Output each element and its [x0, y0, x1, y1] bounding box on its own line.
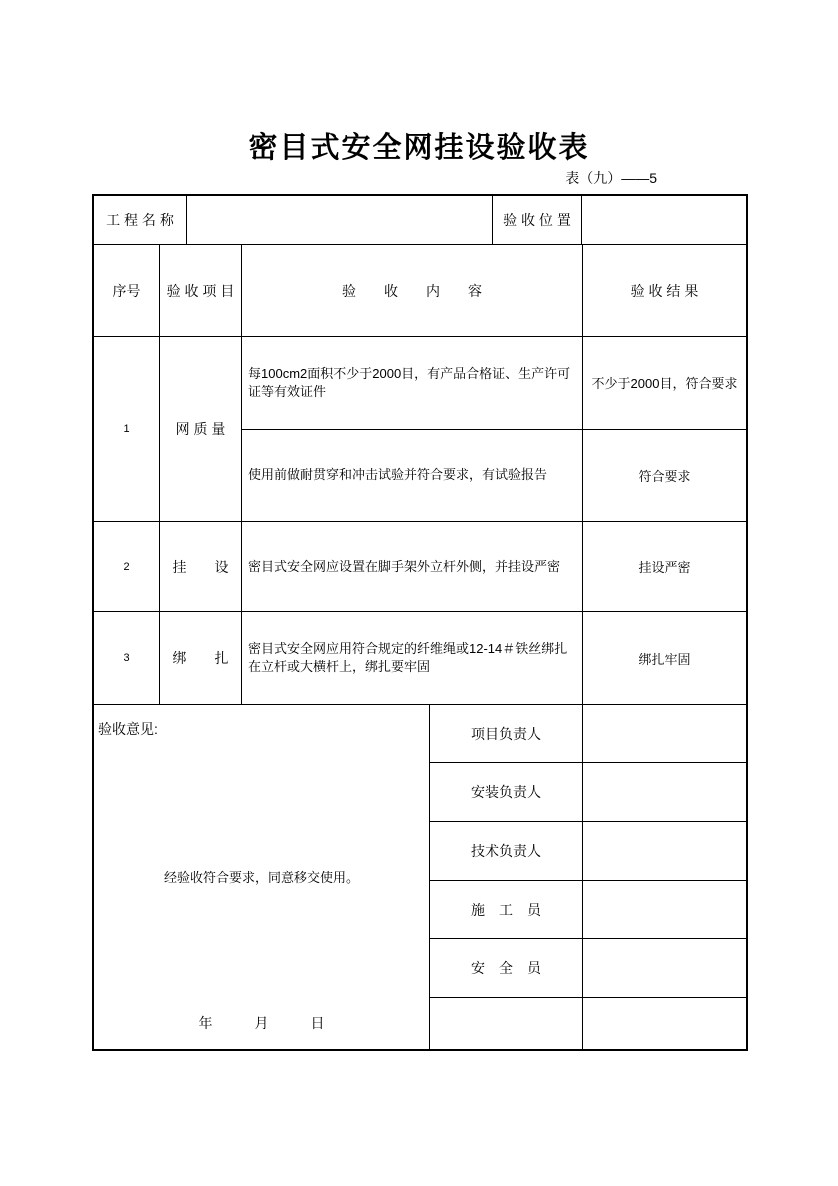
content-cell: 使用前做耐贯穿和冲击试验并符合要求，有试验报告 — [242, 430, 583, 522]
result-cell: 不少于2000目，符合要求 — [591, 376, 738, 392]
content-cell: 每100cm2面积不少于2000目，有产品合格证、生产许可证等有效证件 — [242, 337, 583, 429]
col-header-content: 验 收 内 容 — [242, 245, 583, 336]
signature-field[interactable] — [583, 763, 746, 821]
footer-section — [94, 705, 746, 1049]
signature-field[interactable] — [583, 881, 746, 938]
table-row-hanging — [94, 522, 746, 612]
signer-label: 项目负责人 — [430, 705, 583, 762]
signer-row-empty — [430, 998, 746, 1049]
location-label: 验 收 位 置 — [493, 196, 582, 244]
signer-label: 技术负责人 — [430, 822, 583, 880]
signer-row-safety-officer — [430, 939, 746, 998]
signer-row-construction-worker — [430, 881, 746, 939]
subrow-2 — [242, 430, 746, 522]
acceptance-table — [92, 194, 748, 1051]
signer-label — [430, 998, 583, 1049]
result-cell: 挂设严密 — [638, 560, 691, 575]
col-header-seq: 序号 — [94, 245, 160, 336]
col-header-item: 验 收 项 目 — [160, 245, 242, 336]
content-cell: 密目式安全网应用符合规定的纤维绳或12-14＃铁丝绑扎在立杆或大横杆上，绑扎要牢固 — [242, 612, 583, 704]
signer-row-installation-manager — [430, 763, 746, 822]
opinion-cell — [94, 705, 430, 1049]
table-row-binding — [94, 612, 746, 705]
project-info-row — [94, 196, 746, 245]
signer-label: 安装负责人 — [430, 763, 583, 821]
result-cell: 符合要求 — [638, 468, 691, 484]
col-header-result: 验 收 结 果 — [630, 282, 699, 299]
item-cell: 挂 设 — [160, 522, 242, 611]
signer-row-project-manager — [430, 705, 746, 763]
opinion-text: 经验收符合要求，同意移交使用。 — [163, 869, 359, 885]
content-cell: 密目式安全网应设置在脚手架外立杆外侧，并挂设严密 — [242, 522, 583, 611]
signature-field[interactable] — [583, 939, 746, 997]
location-value[interactable] — [582, 196, 746, 244]
project-name-value[interactable] — [187, 196, 493, 244]
signer-label: 施 工 员 — [430, 881, 583, 938]
item-cell: 绑 扎 — [160, 612, 242, 704]
form-number: 表（九）——5 — [565, 170, 657, 186]
item-cell: 网 质 量 — [160, 337, 242, 521]
seq-cell: 2 — [94, 522, 160, 611]
table-row-net-quality — [94, 337, 746, 522]
page-title: 密目式安全网挂设验收表 — [248, 132, 590, 164]
signature-field[interactable] — [583, 998, 746, 1049]
project-name-label: 工 程 名 称 — [94, 196, 187, 244]
subrows-container — [242, 337, 746, 521]
signature-field[interactable] — [583, 822, 746, 880]
table-header-row — [94, 245, 746, 337]
date-line: 年 月 日 — [198, 1015, 325, 1031]
opinion-label: 验收意见: — [98, 721, 158, 737]
signers-block — [430, 705, 746, 1049]
signer-label: 安 全 员 — [430, 939, 583, 997]
seq-cell: 1 — [94, 337, 160, 521]
seq-cell: 3 — [94, 612, 160, 704]
signer-row-technical-manager — [430, 822, 746, 881]
signature-field[interactable] — [583, 705, 746, 762]
result-cell: 绑扎牢固 — [638, 651, 691, 667]
subrow-1 — [242, 337, 746, 430]
